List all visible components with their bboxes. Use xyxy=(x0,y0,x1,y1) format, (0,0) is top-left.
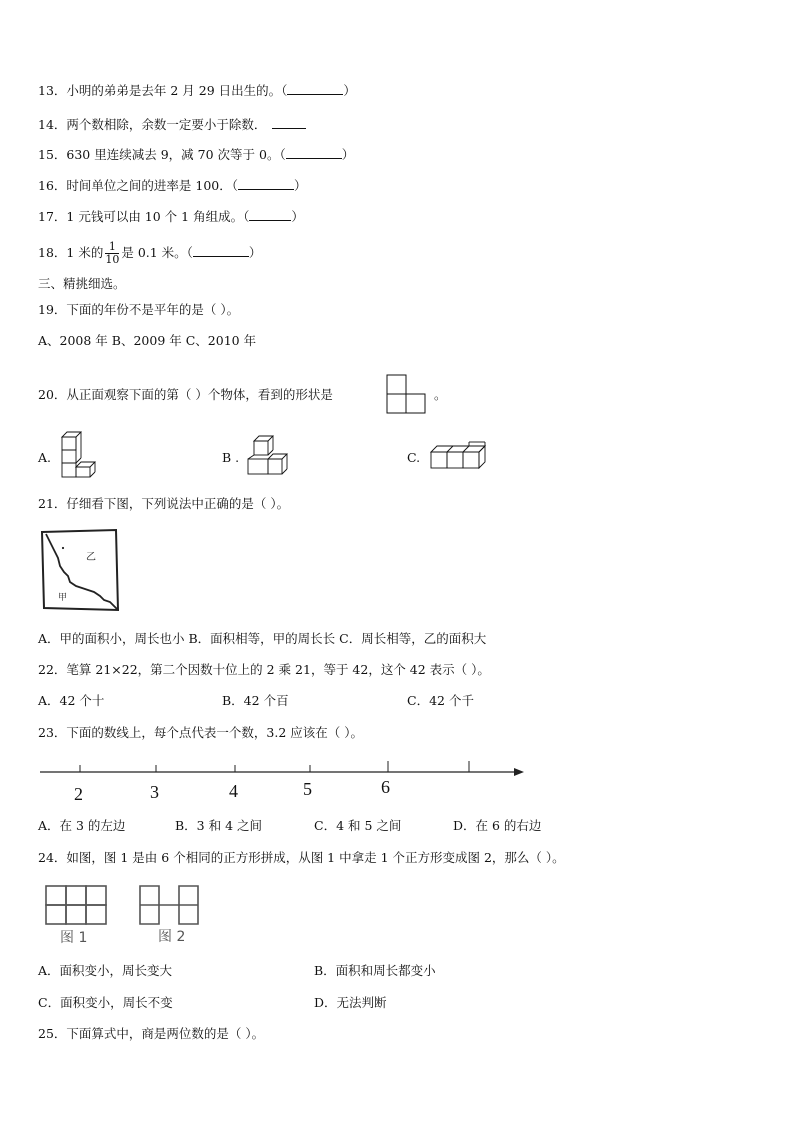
figure-1-caption: 图 1 xyxy=(60,930,88,946)
option-d: D．在 6 的右边 xyxy=(453,818,542,833)
section-heading: 三、精挑细选。 xyxy=(38,276,126,291)
answer-blank[interactable] xyxy=(287,82,343,95)
front-view-shape xyxy=(386,374,428,414)
question-17-text: 17．1 元钱可以由 10 个 1 角组成。（ xyxy=(38,209,250,224)
label-jia: 甲 xyxy=(58,593,68,603)
tick-label: 3 xyxy=(150,782,159,802)
option-b: B．3 和 4 之间 xyxy=(175,818,263,833)
question-21-options: A．甲的面积小，周长也小 B．面积相等，甲的周长长 C．周长相等，乙的面积大 xyxy=(38,631,487,646)
answer-blank[interactable] xyxy=(238,177,294,190)
question-21-text: 21．仔细看下图，下列说法中正确的是（ ）。 xyxy=(38,496,290,511)
question-25-text: 25．下面算式中，商是两位数的是（ ）。 xyxy=(38,1026,265,1041)
question-15: 15．630 里连续减去 9，减 70 次等于 0。（ ） xyxy=(38,147,355,162)
option-c: C．面积变小，周长不变 xyxy=(38,995,173,1010)
answer-blank[interactable] xyxy=(286,146,342,159)
answer-blank[interactable] xyxy=(249,208,291,221)
tick-label: 5 xyxy=(303,779,312,799)
option-c-label: C. xyxy=(407,450,421,465)
divided-square-figure xyxy=(40,528,120,614)
question-14 xyxy=(38,116,306,133)
figure-2-caption: 图 2 xyxy=(158,929,186,945)
option-a: A．42 个十 xyxy=(38,693,105,708)
fraction: $\frac{1}{10}$ xyxy=(105,240,120,266)
question-16: 16．时间单位之间的进率是 100．（ ） xyxy=(38,178,307,193)
question-13: 13．小明的弟弟是去年 2 月 29 日出生的。（ ） xyxy=(38,83,356,98)
label-yi: 乙 xyxy=(86,552,96,563)
cube-figure-b xyxy=(244,434,294,480)
cube-figure-a xyxy=(58,430,104,486)
answer-blank[interactable] xyxy=(272,116,306,129)
cube-figure-c xyxy=(428,440,492,474)
question-19-text: 19．下面的年份不是平年的是（ ）。 xyxy=(38,302,240,317)
answer-blank[interactable] xyxy=(193,244,249,257)
question-15-text: 15．630 里连续减去 9，减 70 次等于 0。（ xyxy=(38,147,286,162)
question-19-options: A、2008 年 B、2009 年 C、2010 年 xyxy=(38,333,257,348)
option-a: A．面积变小，周长变大 xyxy=(38,963,173,978)
question-14-text: 14．两个数相除，余数一定要小于除数． xyxy=(38,117,267,132)
question-17: 17．1 元钱可以由 10 个 1 角组成。（ ） xyxy=(38,209,304,224)
tick-label: 2 xyxy=(74,784,83,804)
option-b-label: B . xyxy=(222,450,240,465)
question-18: 18．1 米的 $\frac{1}{10}$ 是 0.1 米。（ ） xyxy=(38,240,262,266)
tick-label: 6 xyxy=(381,777,390,797)
option-b: B．面积和周长都变小 xyxy=(314,963,436,978)
option-c: C．4 和 5 之间 xyxy=(314,818,402,833)
option-d: D．无法判断 xyxy=(314,995,387,1010)
option-b: B．42 个百 xyxy=(222,693,289,708)
square-figures xyxy=(44,882,214,948)
question-13-text: 13．小明的弟弟是去年 2 月 29 日出生的。（ xyxy=(38,83,288,98)
question-23-text: 23．下面的数线上，每个点代表一个数，3.2 应该在（ ）。 xyxy=(38,725,363,740)
option-a: A．在 3 的左边 xyxy=(38,818,126,833)
tick-label: 4 xyxy=(229,781,238,801)
option-c: C．42 个千 xyxy=(407,693,474,708)
question-22-text: 22．笔算 21×22，第二个因数十位上的 2 乘 21，等于 42，这个 42 表示（ ）。 xyxy=(38,662,490,677)
question-24-text: 24．如图，图 1 是由 6 个相同的正方形拼成，从图 1 中拿走 1 个正方形变成图 2，那么（ ）。 xyxy=(38,850,565,865)
question-20-text: 20．从正面观察下面的第（ ）个物体，看到的形状是 xyxy=(38,387,333,402)
question-16-text: 16．时间单位之间的进率是 100．（ xyxy=(38,178,238,193)
number-line xyxy=(38,755,530,805)
option-a-label: A. xyxy=(38,450,52,465)
